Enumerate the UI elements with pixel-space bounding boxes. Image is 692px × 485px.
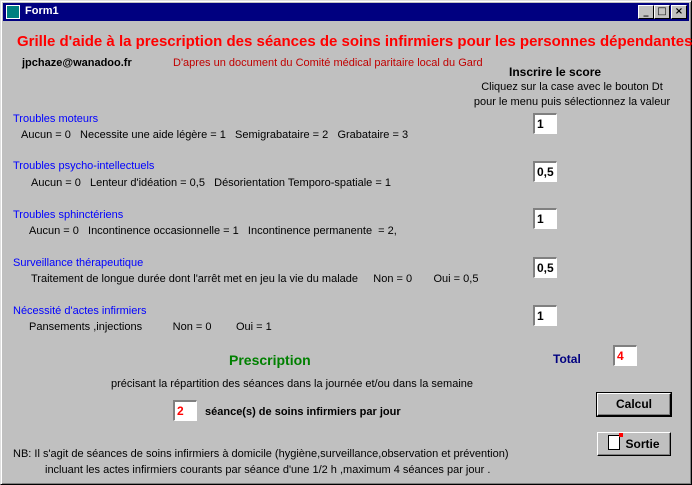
score-instructions: Cliquez sur la case avec le bouton Dt pour le menu puis sélectionnez la valeur — [473, 81, 671, 108]
maximize-button[interactable]: □ — [654, 5, 670, 19]
score-field-psycho[interactable]: 0,5 — [533, 161, 557, 182]
category-title-psycho: Troubles psycho-intellectuels — [13, 160, 155, 172]
score-field-sphincter[interactable]: 1 — [533, 208, 557, 229]
author-email: jpchaze@wanadoo.fr — [22, 57, 132, 69]
note-line-1: NB: Il s'agit de séances de soins infirmiers à domicile (hygiène,surveillance,observation et prévention) — [13, 448, 509, 460]
app-icon[interactable] — [6, 5, 20, 19]
category-desc-motor: Aucun = 0 Necessite une aide légère = 1 Semigrabataire = 2 Grabataire = 3 — [21, 129, 409, 141]
exit-door-icon — [608, 435, 620, 450]
seances-label: séance(s) de soins infirmiers par jour — [205, 406, 401, 418]
window-title: Form1 — [25, 5, 59, 17]
total-label: Total — [553, 352, 581, 366]
minimize-button[interactable]: _ — [638, 5, 654, 19]
score-field-surveillance[interactable]: 0,5 — [533, 257, 557, 278]
total-field[interactable]: 4 — [613, 345, 637, 366]
score-field-motor[interactable]: 1 — [533, 113, 557, 134]
calcul-button[interactable] — [597, 393, 671, 416]
sortie-button[interactable] — [597, 432, 671, 456]
sortie-button-label: Sortie — [625, 437, 660, 451]
category-desc-surveillance: Traitement de longue durée dont l'arrêt met en jeu la vie du malade Non = 0 Oui = 0,5 — [31, 273, 479, 285]
category-desc-psycho: Aucun = 0 Lenteur d'idéation = 0,5 Désorientation Temporo-spatiale = 1 — [31, 177, 391, 189]
category-title-actes: Nécessité d'actes infirmiers — [13, 305, 147, 317]
category-desc-sphincter: Aucun = 0 Incontinence occasionnelle = 1 Incontinence permanente = 2, — [29, 225, 397, 237]
category-title-sphincter: Troubles sphinctériens — [13, 209, 124, 221]
note-line-2: incluant les actes infirmiers courants par séance d'une 1/2 h ,maximum 4 séances par jour . — [45, 464, 491, 476]
prescription-text: précisant la répartition des séances dans la journée et/ou dans la semaine — [111, 378, 474, 390]
title-bar[interactable] — [3, 3, 689, 21]
source-note: D'apres un document du Comité médical paritaire local du Gard — [173, 57, 483, 69]
calcul-button-label: Calcul — [615, 397, 652, 411]
page-title: Grille d'aide à la prescription des séances de soins infirmiers pour les personnes dépendantes — [17, 33, 692, 50]
score-field-actes[interactable]: 1 — [533, 305, 557, 326]
close-button[interactable]: × — [671, 5, 687, 19]
category-title-motor: Troubles moteurs — [13, 113, 99, 125]
category-desc-actes: Pansements ,injections Non = 0 Oui = 1 — [29, 321, 272, 333]
prescription-heading: Prescription — [229, 352, 311, 368]
category-title-surveillance: Surveillance thérapeutique — [13, 257, 144, 269]
score-heading: Inscrire le score — [509, 65, 602, 79]
seances-field[interactable]: 2 — [173, 400, 197, 421]
